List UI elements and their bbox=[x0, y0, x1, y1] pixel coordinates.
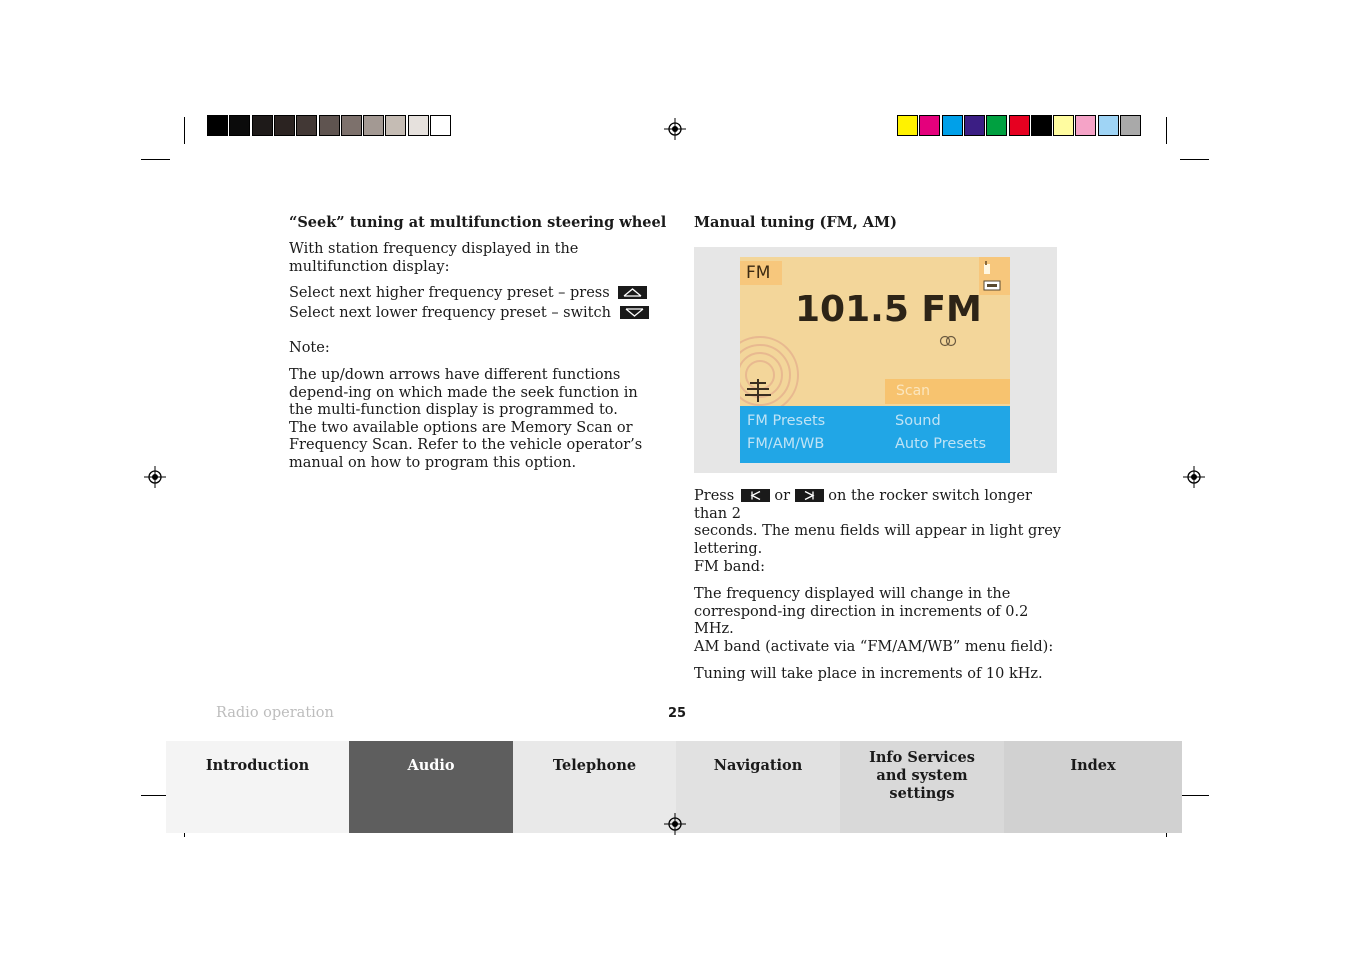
arrow-up-key-icon bbox=[618, 286, 647, 299]
press-word: Press bbox=[694, 488, 735, 504]
registration-mark-icon bbox=[144, 466, 166, 488]
color-swatch bbox=[1120, 115, 1141, 136]
color-swatch bbox=[964, 115, 985, 136]
tab-audio[interactable]: Audio bbox=[349, 741, 513, 833]
press-line-3: lettering. bbox=[694, 540, 763, 557]
color-swatch bbox=[430, 115, 451, 136]
fm-band-label: FM band: bbox=[694, 559, 765, 575]
crop-mark bbox=[184, 117, 185, 144]
arrow-left-key-icon bbox=[741, 489, 770, 502]
menu-scan[interactable]: Scan bbox=[885, 379, 1010, 404]
color-swatch bbox=[341, 115, 362, 136]
display-menu bbox=[740, 406, 1010, 463]
display-status-panel bbox=[979, 257, 1010, 295]
arrow-down-key-icon bbox=[620, 306, 649, 319]
left-heading: “Seek” tuning at multifunction steering wheel bbox=[289, 214, 667, 231]
menu-sound[interactable]: Sound bbox=[895, 413, 941, 429]
am-band-text: Tuning will take place in increments of 10 kHz. bbox=[694, 666, 1043, 682]
status-icons-icon bbox=[979, 257, 1010, 295]
stereo-indicator-icon bbox=[939, 335, 957, 351]
crop-mark bbox=[141, 159, 170, 160]
color-swatch bbox=[385, 115, 406, 136]
tab-info-services[interactable]: Info Services and system settings bbox=[840, 741, 1004, 833]
registration-mark-icon bbox=[664, 118, 686, 140]
seek-higher-text: Select next higher frequency preset – press bbox=[289, 285, 610, 301]
color-swatch bbox=[252, 115, 273, 136]
color-swatch bbox=[319, 115, 340, 136]
color-swatch bbox=[986, 115, 1007, 136]
left-intro: With station frequency displayed in the multifunction display: bbox=[289, 241, 579, 275]
tab-navigation[interactable]: Navigation bbox=[676, 741, 840, 833]
color-swatch bbox=[296, 115, 317, 136]
color-swatch bbox=[408, 115, 429, 136]
color-swatch bbox=[1053, 115, 1074, 136]
color-swatch bbox=[1098, 115, 1119, 136]
menu-auto-presets[interactable]: Auto Presets bbox=[895, 436, 987, 452]
press-line-2: seconds. The menu fields will appear in light grey bbox=[694, 523, 1062, 540]
color-swatch bbox=[363, 115, 384, 136]
color-swatch bbox=[274, 115, 295, 136]
note-label: Note: bbox=[289, 340, 330, 356]
registration-mark-icon bbox=[664, 813, 686, 835]
display-frequency: 101.5 FM bbox=[795, 289, 982, 330]
page-number: 25 bbox=[668, 706, 687, 721]
color-swatch bbox=[207, 115, 228, 136]
am-band-label: AM band (activate via “FM/AM/WB” menu field): bbox=[694, 639, 1054, 655]
color-swatch bbox=[1075, 115, 1096, 136]
right-heading: Manual tuning (FM, AM) bbox=[694, 214, 897, 231]
display-band-label: FM bbox=[740, 261, 782, 285]
note-text: The up/down arrows have different functions depend-ing on which made the seek function in the multi-function display is programmed to. The two available options are Memory Scan or Frequency Scan. Refer to the vehicle operator’s manual on how to program this option. bbox=[289, 367, 643, 471]
menu-fm-presets[interactable]: FM Presets bbox=[747, 413, 826, 429]
crop-mark bbox=[1180, 159, 1209, 160]
rocker-instructions bbox=[694, 488, 1066, 558]
color-swatch bbox=[942, 115, 963, 136]
color-swatch bbox=[229, 115, 250, 136]
crop-mark bbox=[1180, 795, 1209, 796]
color-swatch bbox=[1009, 115, 1030, 136]
radio-display-screen bbox=[740, 257, 1010, 463]
tab-index[interactable]: Index bbox=[1004, 741, 1182, 833]
radio-waves-icon bbox=[740, 317, 820, 412]
tab-telephone[interactable]: Telephone bbox=[513, 741, 676, 833]
arrow-right-key-icon bbox=[795, 489, 824, 502]
color-swatch bbox=[919, 115, 940, 136]
seek-lower-text: Select next lower frequency preset – switch bbox=[289, 304, 611, 321]
crop-mark bbox=[1166, 117, 1167, 144]
tab-introduction[interactable]: Introduction bbox=[166, 741, 349, 833]
seek-instructions bbox=[289, 285, 649, 322]
press-rest: on the rocker switch longer than 2 bbox=[694, 488, 1032, 522]
or-word: or bbox=[774, 488, 791, 504]
registration-mark-icon bbox=[1183, 466, 1205, 488]
color-swatch bbox=[897, 115, 918, 136]
color-swatch bbox=[1031, 115, 1052, 136]
menu-fm-am-wb[interactable]: FM/AM/WB bbox=[747, 436, 825, 452]
fm-band-text: The frequency displayed will change in the correspond-ing direction in increments of 0.2 MHz. bbox=[694, 586, 1029, 638]
section-label: Radio operation bbox=[216, 705, 334, 721]
